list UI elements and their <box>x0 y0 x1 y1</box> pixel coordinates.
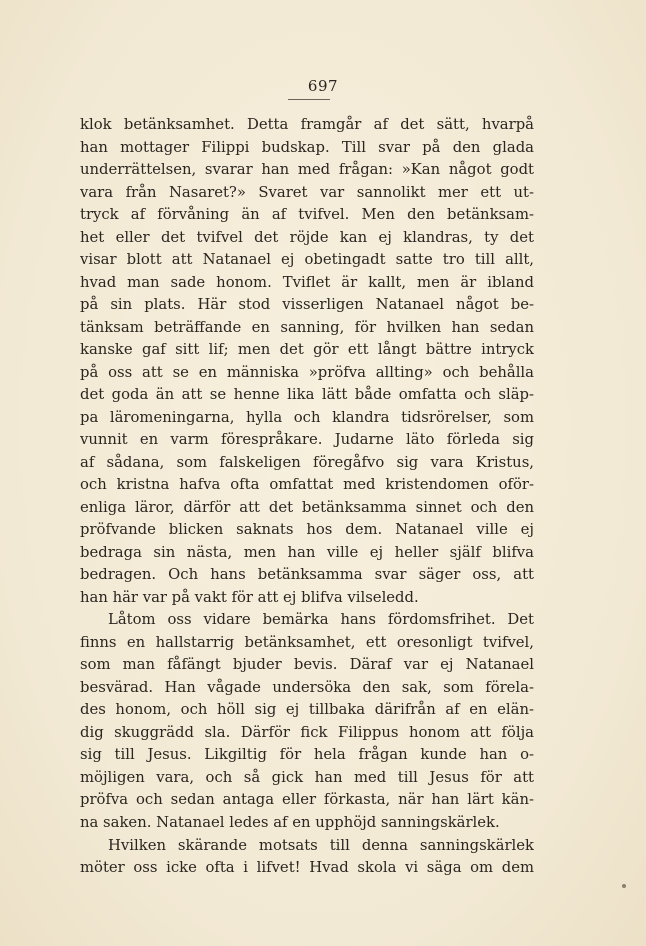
paragraph-last-line: han här var på vakt för att ej blifva vilseledd. <box>80 588 419 606</box>
text-line: vara från Nasaret?» Svaret var sannolikt mer ett ut- <box>80 183 534 201</box>
text-line: kanske gaf sitt lif; men det gör ett långt bättre intryck <box>80 341 534 359</box>
page-number-rule <box>288 99 330 100</box>
text-line: underrättelsen, svarar han med frågan: »Kan något godt <box>80 161 534 179</box>
text-line: bedraga sin nästa, men han ville ej heller själf blifva <box>80 543 534 561</box>
text-line: tryck af förvåning än af tvifvel. Men den betänksam- <box>80 206 534 224</box>
text-line: pröfvande blicken saknats hos dem. Natanael ville ej <box>80 521 534 539</box>
text-line: det goda än att se henne lika lätt både omfatta och släp- <box>80 386 534 404</box>
text-line: visar blott att Natanael ej obetingadt satte tro till allt, <box>80 251 534 269</box>
text-line: finns en hallstarrig betänksamhet, ett oresonligt tvifvel, <box>80 633 534 651</box>
text-line: vunnit en varm förespråkare. Judarne läto förleda sig <box>80 431 534 449</box>
text-line: möter oss icke ofta i lifvet! Hvad skola vi säga om dem <box>80 859 534 877</box>
text-line: hvad man sade honom. Tviflet är kallt, men är ibland <box>80 273 534 291</box>
text-line: bedragen. Och hans betänksamma svar säger oss, att <box>80 566 534 584</box>
paragraph-first-line: Hvilken skärande motsats till denna sanningskärlek <box>108 836 534 854</box>
paragraph-last-line: na saken. Natanael ledes af en upphöjd sanningskärlek. <box>80 813 500 831</box>
text-line: het eller det tvifvel det röjde kan ej klandras, ty det <box>80 228 534 246</box>
text-line: sig till Jesus. Likgiltig för hela frågan kunde han o- <box>80 746 534 764</box>
text-line: klok betänksamhet. Detta framgår af det sätt, hvarpå <box>80 116 534 133</box>
text-line: besvärad. Han vågade undersöka den sak, som förela- <box>80 678 534 696</box>
text-line: pa läromeningarna, hylla och klandra tidsrörelser, som <box>80 408 534 426</box>
text-line: möjligen vara, och så gick han med till Jesus för att <box>80 768 534 786</box>
text-line: och kristna hafva ofta omfattat med kristendomen oför- <box>80 476 534 494</box>
paragraph-first-line: Låtom oss vidare bemärka hans fördomsfrihet. Det <box>108 611 534 629</box>
text-line: des honom, och höll sig ej tillbaka därifrån af en elän- <box>80 701 534 719</box>
text-line: som man fåfängt bjuder bevis. Däraf var ej Natanael <box>80 656 534 674</box>
text-line: tänksam beträffande en sanning, för hvilken han sedan <box>80 318 534 336</box>
body-text <box>80 114 534 880</box>
text-line: på sin plats. Här stod visserligen Natanael något be- <box>80 296 534 314</box>
text-line: pröfva och sedan antaga eller förkasta, när han lärt kän- <box>80 791 534 809</box>
paper-speck <box>622 884 626 888</box>
text-line: dig skuggrädd sla. Därför fick Filippus honom att följa <box>80 723 534 741</box>
text-line: han mottager Filippi budskap. Till svar på den glada <box>80 138 534 156</box>
text-line: på oss att se en människa »pröfva allting» och behålla <box>80 363 534 381</box>
page-number: 697 <box>307 77 339 95</box>
text-line: af sådana, som falskeligen föregåfvo sig vara Kristus, <box>80 453 534 471</box>
text-line: enliga läror, därför att det betänksamma sinnet och den <box>80 498 534 516</box>
